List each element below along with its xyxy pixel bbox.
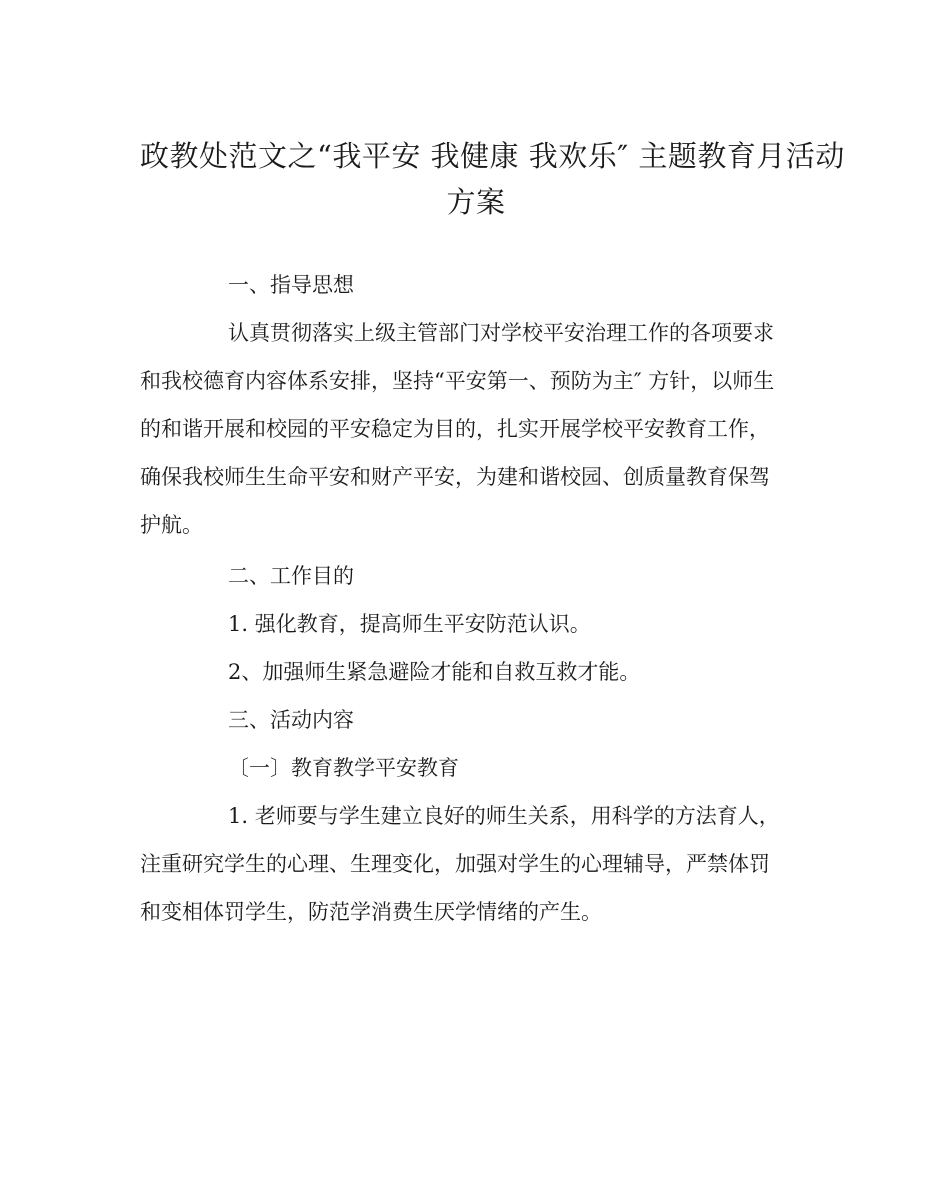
section1-heading: 一、指导思想 bbox=[228, 273, 354, 297]
title-line-1: 政教处范文之“我平安 我健康 我欢乐″ 主题教育月活动 bbox=[140, 139, 845, 173]
section3-item-line: 注重研究学生的心理、生理变化，加强对学生的心理辅导，严禁体罚 bbox=[140, 852, 770, 876]
section1-para-line: 确保我校师生生命平安和财产平安，为建和谐校园、创质量教育保驾 bbox=[140, 465, 770, 489]
document-title bbox=[140, 133, 845, 225]
section2-item: 1. 强化教育，提高师生平安防范认识。 bbox=[228, 612, 591, 636]
title-line-2: 方案 bbox=[446, 185, 506, 219]
section1-para-line: 的和谐开展和校园的平安稳定为目的，扎实开展学校平安教育工作， bbox=[140, 417, 770, 441]
section2-item: 2、加强师生紧急避险才能和自救互救才能。 bbox=[228, 660, 641, 684]
section3-item-line: 1. 老师要与学生建立良好的师生关系，用科学的方法育人， bbox=[228, 804, 780, 828]
section1-para-line: 认真贯彻落实上级主管部门对学校平安治理工作的各项要求 bbox=[228, 321, 774, 345]
section1-para-line: 和我校德育内容体系安排，坚持“平安第一、预防为主″ 方针，以师生 bbox=[140, 369, 775, 393]
section1-para-line: 护航。 bbox=[140, 513, 203, 537]
section3-subheading: 〔一〕教育教学平安教育 bbox=[228, 756, 459, 780]
section3-item-line: 和变相体罚学生，防范学消费生厌学情绪的产生。 bbox=[140, 900, 602, 924]
section3-heading: 三、活动内容 bbox=[228, 708, 354, 732]
section2-heading: 二、工作目的 bbox=[228, 564, 354, 588]
